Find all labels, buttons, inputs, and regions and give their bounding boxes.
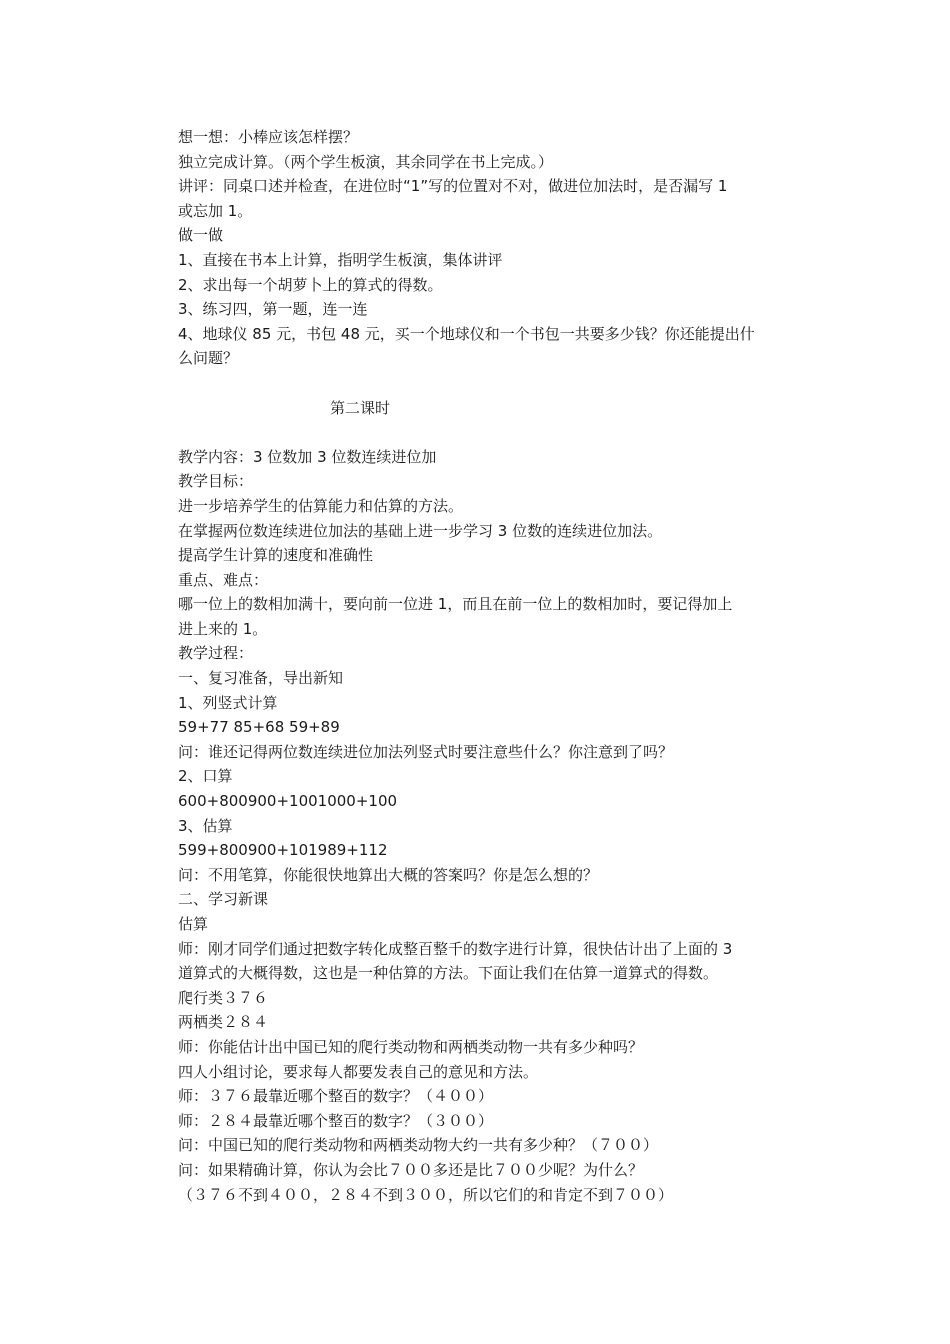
- section-lesson-two: [178, 445, 818, 1207]
- text-line: 问：中国已知的爬行类动物和两栖类动物大约一共有多少种？（７００）: [178, 1136, 659, 1155]
- text-line: 二、学习新课: [178, 890, 269, 909]
- text-line: 独立完成计算。（两个学生板演，其余同学在书上完成。）: [178, 152, 554, 171]
- text-line: 估算: [178, 915, 209, 933]
- section-lesson-one-end: [178, 125, 818, 371]
- text-line: 问：谁还记得两位数连续进位加法列竖式时要注意些什么？你注意到了吗？: [178, 742, 674, 761]
- document-body: [178, 125, 818, 1207]
- text-line: 进上来的 1。: [178, 619, 268, 638]
- text-line: 提高学生计算的速度和准确性: [178, 546, 374, 565]
- text-line: 师：２８４最靠近哪个整百的数字？（３００）: [178, 1111, 494, 1130]
- text-line: 599+800900+101989+112: [178, 841, 388, 860]
- text-line: 么问题？: [178, 349, 239, 368]
- text-line: 爬行类３７６: [178, 988, 269, 1007]
- text-line: 1、列竖式计算: [178, 693, 278, 712]
- text-line: 1、直接在书本上计算，指明学生板演，集体讲评: [178, 250, 503, 269]
- section-heading: 第二课时: [330, 398, 391, 417]
- text-line: 2、求出每一个胡萝卜上的算式的得数。: [178, 275, 443, 294]
- spacer: [178, 420, 818, 445]
- text-line: 59+77 85+68 59+89: [178, 718, 340, 737]
- text-line: 哪一位上的数相加满十，要向前一位进 1，而且在前一位上的数相加时，要记得加上: [178, 595, 733, 614]
- text-line: 3、练习四，第一题，连一连: [178, 300, 368, 319]
- text-line: 一、复习准备，导出新知: [178, 669, 344, 688]
- text-line: 进一步培养学生的估算能力和估算的方法。: [178, 496, 464, 515]
- text-line: 师：３７６最靠近哪个整百的数字？（４００）: [178, 1087, 494, 1106]
- text-line: 讲评：同桌口述并检查，在进位时“1”写的位置对不对，做进位加法时，是否漏写 1: [178, 177, 728, 196]
- text-line: 做一做: [178, 226, 224, 245]
- text-line: 教学目标：: [178, 472, 254, 491]
- text-line: 4、地球仪 85 元，书包 48 元，买一个地球仪和一个书包一共要多少钱？你还能提出什: [178, 324, 755, 343]
- text-line: 3、估算: [178, 816, 233, 835]
- text-line: 师：刚才同学们通过把数字转化成整百整千的数字进行计算，很快估计出了上面的 3: [178, 939, 733, 958]
- text-line: 在掌握两位数连续进位加法的基础上进一步学习 3 位数的连续进位加法。: [178, 521, 663, 540]
- text-line: 两栖类２８４: [178, 1013, 269, 1032]
- text-line: 2、口算: [178, 767, 233, 786]
- text-line: （３７６不到４００，２８４不到３００，所以它们的和肯定不到７００）: [178, 1185, 674, 1204]
- text-line: 重点、难点：: [178, 570, 269, 589]
- text-line: 问：不用笔算，你能很快地算出大概的答案吗？你是怎么想的？: [178, 865, 599, 884]
- text-line: 师：你能估计出中国已知的爬行类动物和两栖类动物一共有多少种吗？: [178, 1037, 644, 1056]
- text-line: 教学过程：: [178, 644, 254, 663]
- text-line: 想一想：小棒应该怎样摆？: [178, 128, 359, 146]
- text-line: 或忘加 1。: [178, 201, 253, 220]
- text-line: 600+800900+1001000+100: [178, 792, 398, 811]
- spacer: [178, 371, 818, 396]
- text-line: 教学内容：3 位数加 3 位数连续进位加: [178, 447, 437, 466]
- text-line: 问：如果精确计算，你认为会比７００多还是比７００少呢？为什么？: [178, 1160, 644, 1179]
- text-line: 四人小组讨论，要求每人都要发表自己的意见和方法。: [178, 1062, 539, 1081]
- text-line: 道算式的大概得数，这也是一种估算的方法。下面让我们在估算一道算式的得数。: [178, 964, 719, 983]
